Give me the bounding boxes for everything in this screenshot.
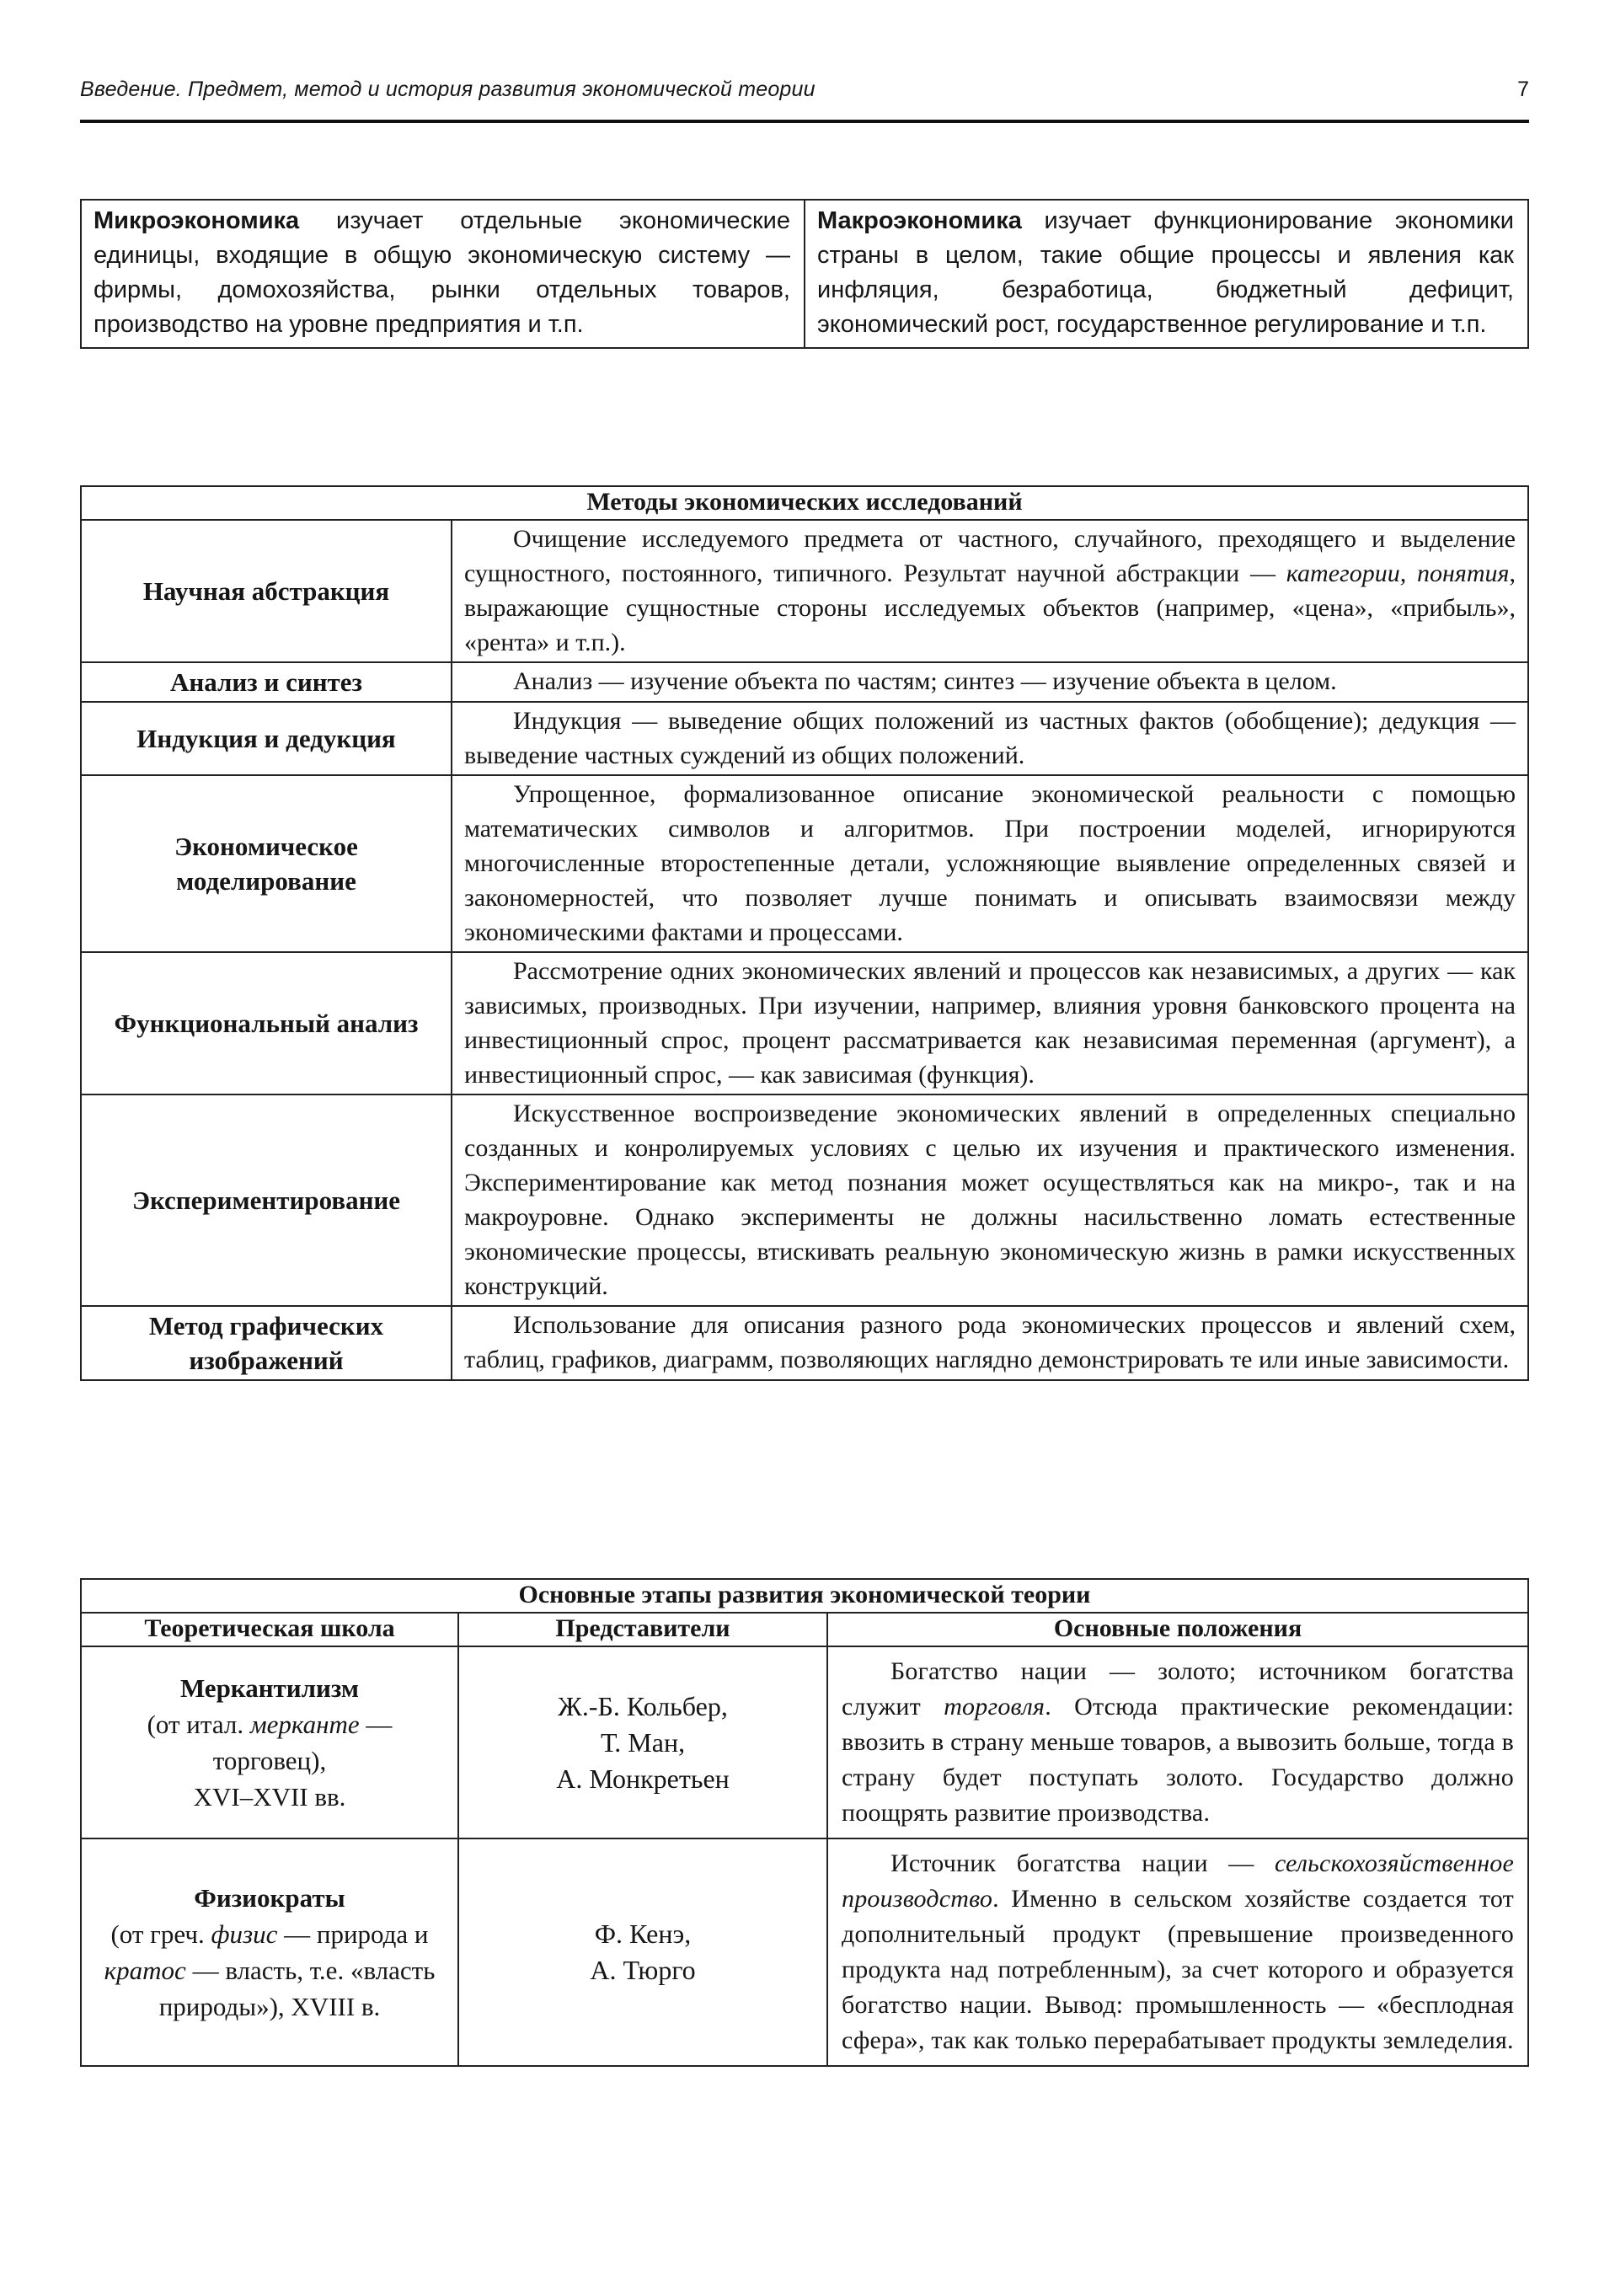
method-description	[452, 1306, 1528, 1380]
method-description	[452, 775, 1528, 952]
school-description	[88, 1706, 451, 1779]
positions-text-italic: торговля	[944, 1693, 1045, 1721]
method-name: Экономическое моделирование	[81, 775, 452, 952]
micro-macro-table	[80, 199, 1529, 349]
table-row	[81, 952, 1528, 1094]
method-text: Очищение исследуемого предмета от частного, случайного, преходящего и выделение сущностного, постоянного, типичного. Результат научной абстракции —	[464, 525, 1516, 587]
school-name: Физиократы	[194, 1883, 345, 1913]
table-row	[81, 1838, 1528, 2066]
column-header: Представители	[458, 1613, 827, 1646]
positions-text: Источник богатства нации —	[890, 1849, 1275, 1877]
table-row	[81, 775, 1528, 952]
table-row	[81, 1646, 1528, 1838]
table-row	[81, 1306, 1528, 1380]
school-text: — природа и	[277, 1919, 429, 1949]
school-text-italic: кратос	[104, 1956, 186, 1985]
positions-text-italic: сельскохозяйственное производство	[842, 1849, 1514, 1913]
positions-text: Богатство нации — золото; источником богатства служит	[842, 1657, 1514, 1721]
column-header: Теоретическая школа	[81, 1613, 458, 1646]
table-row	[81, 1094, 1528, 1306]
method-text: Упрощенное, формализованное описание экономической реальности с помощью математических символов и алгоритмов. При построении моделей, игнорируются многочисленные второстепенные детали, усложняющие выявление определенных связей и закономерностей, что позволяет лучше понимать и описывать взаимосвязи между экономическими фактами и процессами.	[464, 780, 1516, 946]
school-text-italic: физис	[211, 1919, 278, 1949]
positions-cell	[827, 1838, 1528, 2066]
column-header: Основные положения	[827, 1613, 1528, 1646]
method-text: Анализ — изучение объекта по частям; синтез — изучение объекта в целом.	[513, 667, 1337, 695]
macro-term: Макроэкономика	[817, 207, 1022, 234]
school-period: XVI–XVII вв.	[193, 1782, 346, 1812]
method-text: Использование для описания разного рода экономических процессов и явлений схем, таблиц, графиков, диаграмм, позволяющих наглядно демонстрировать те или иные зависимости.	[464, 1311, 1516, 1373]
method-text: Рассмотрение одних экономических явлений и процессов как независимых, а других — как зависимых, производных. При изучении, например, влияния уровня банковского процента на инвестиционный спрос, процент рассматривается как независимая переменная (аргумент), а инвестиционный спрос, — как зависимая (функция).	[464, 957, 1516, 1089]
table-row	[81, 520, 1528, 662]
representative: Ж.-Б. Кольбер,	[558, 1690, 728, 1721]
method-name: Функциональный анализ	[81, 952, 452, 1094]
methods-table	[80, 485, 1529, 1381]
school-cell	[81, 1838, 458, 2066]
macro-cell	[805, 200, 1528, 348]
representative: А. Тюрго	[590, 1955, 696, 1985]
method-description	[452, 952, 1528, 1094]
micro-text: изучает отдельные экономические единицы, входящие в общую экономическую систему — фирмы, домохозяйства, рынки отдельных товаров, производство на уровне предприятия и т.п.	[94, 207, 790, 338]
method-description	[452, 1094, 1528, 1306]
method-text-italic: категории, понятия	[1286, 559, 1510, 587]
method-name: Индукция и дедукция	[81, 702, 452, 775]
micro-cell	[81, 200, 805, 348]
running-title: Введение. Предмет, метод и история развития экономической теории	[80, 78, 816, 101]
method-description	[452, 702, 1528, 775]
method-name: Анализ и синтез	[81, 662, 452, 702]
representative: А. Монкретьен	[556, 1763, 730, 1794]
stages-table	[80, 1578, 1529, 2067]
school-text: (от греч.	[110, 1919, 211, 1949]
method-description	[452, 662, 1528, 702]
macro-text: изучает функционирование экономики страны в целом, такие общие процессы и явления как инфляция, безработица, бюджетный дефицит, экономический рост, государственное регулирование и т.п.	[817, 207, 1514, 338]
representatives-cell	[458, 1838, 827, 2066]
school-description	[88, 1916, 451, 2025]
positions-text: . Именно в сельском хозяйстве создается тот дополнительный продукт (превышение произведенного продукта над потребленным), за счет которого и образуется богатство нации. Вывод: промышленность — «бесплодная сфера», так как только перерабатывает продукты земледелия.	[842, 1885, 1514, 2054]
page-header	[80, 67, 1529, 123]
positions-cell	[827, 1646, 1528, 1838]
representative: Т. Ман,	[600, 1726, 686, 1758]
page-number: 7	[1517, 78, 1529, 101]
school-text-italic: мерканте	[249, 1710, 360, 1739]
micro-term: Микроэкономика	[94, 207, 300, 234]
method-text: Искусственное воспроизведение экономических явлений в определенных специально созданных и конролируемых условиях с целью их изучения и практического изменения. Экспериментирование как метод познания может осуществляться как на микро-, так и на макроуровне. Однако эксперименты не должны насильственно ломать естественные экономические процессы, втискивать реальную экономическую жизнь в рамки искусственных конструкций.	[464, 1100, 1516, 1300]
school-text: — власть, т.е. «власть природы»), XVIII в.	[158, 1956, 436, 2021]
method-name: Научная абстракция	[81, 520, 452, 662]
method-text: , выражающие сущностные стороны исследуемых объектов (например, «цена», «прибыль», «рента» и т.п.).	[464, 559, 1516, 656]
method-name: Экспериментирование	[81, 1094, 452, 1306]
table-row	[81, 662, 1528, 702]
representatives-cell	[458, 1646, 827, 1838]
representative: Ф. Кенэ,	[594, 1919, 692, 1949]
methods-title: Методы экономических исследований	[81, 486, 1528, 520]
method-description	[452, 520, 1528, 662]
positions-text: . Отсюда практические рекомендации: ввозить в страну меньше товаров, а вывозить больше, тогда в страну будет поступать золото. Государство должно поощрять развитие производства.	[842, 1693, 1514, 1827]
method-text: Индукция — выведение общих положений из частных фактов (обобщение); дедукция — выведение частных суждений из общих положений.	[464, 707, 1516, 769]
school-name: Меркантилизм	[179, 1673, 360, 1703]
school-text: — торговец),	[212, 1710, 393, 1775]
school-text: (от итал.	[147, 1710, 250, 1739]
table-row	[81, 702, 1528, 775]
stages-title: Основные этапы развития экономической теории	[81, 1579, 1528, 1613]
method-name: Метод графических изображений	[81, 1306, 452, 1380]
school-cell	[81, 1646, 458, 1838]
